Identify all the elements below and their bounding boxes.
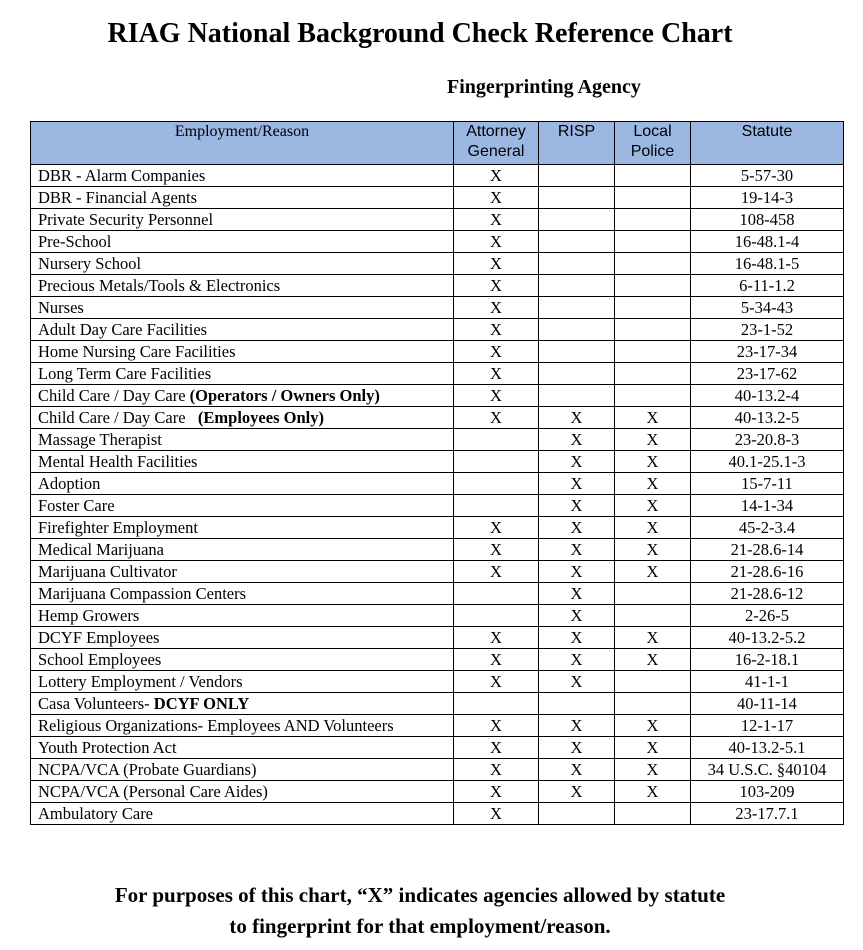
cell-local-police [615,671,691,693]
page-subtitle: Fingerprinting Agency [447,76,641,98]
cell-attorney-general: X [454,737,539,759]
cell-reason: DBR - Financial Agents [31,187,454,209]
cell-risp: X [539,407,615,429]
cell-local-police [615,319,691,341]
page-title: RIAG National Background Check Reference Chart [107,18,733,49]
table-row [31,495,844,517]
cell-statute: 108-458 [691,209,844,231]
cell-risp [539,231,615,253]
cell-risp: X [539,473,615,495]
cell-risp: X [539,517,615,539]
cell-attorney-general: X [454,561,539,583]
cell-reason: Child Care / Day Care (Employees Only) [31,407,454,429]
cell-risp [539,187,615,209]
cell-local-police: X [615,539,691,561]
cell-statute: 6-11-1.2 [691,275,844,297]
cell-risp [539,209,615,231]
table-row [31,737,844,759]
cell-local-police [615,803,691,825]
cell-reason: DBR - Alarm Companies [31,165,454,187]
cell-attorney-general: X [454,231,539,253]
cell-risp: X [539,451,615,473]
cell-statute: 103-209 [691,781,844,803]
table-row [31,363,844,385]
table-row [31,781,844,803]
cell-risp: X [539,671,615,693]
cell-reason: Child Care / Day Care (Operators / Owners Only) [31,385,454,407]
cell-local-police [615,275,691,297]
table-row [31,605,844,627]
cell-reason: DCYF Employees [31,627,454,649]
cell-reason: Foster Care [31,495,454,517]
cell-reason: Mental Health Facilities [31,451,454,473]
cell-reason: Long Term Care Facilities [31,363,454,385]
cell-local-police [615,385,691,407]
cell-statute: 23-17-34 [691,341,844,363]
cell-statute: 34 U.S.C. §40104 [691,759,844,781]
cell-risp: X [539,715,615,737]
table-row [31,429,844,451]
cell-risp [539,385,615,407]
cell-statute: 41-1-1 [691,671,844,693]
cell-local-police [615,253,691,275]
table-row [31,275,844,297]
cell-risp: X [539,781,615,803]
cell-attorney-general [454,605,539,627]
column-header-attorney-general: Attorney General [454,122,539,165]
cell-reason: NCPA/VCA (Personal Care Aides) [31,781,454,803]
cell-local-police [615,297,691,319]
cell-local-police [615,209,691,231]
cell-statute: 16-48.1-5 [691,253,844,275]
cell-local-police [615,165,691,187]
cell-risp: X [539,627,615,649]
table-row [31,583,844,605]
cell-attorney-general: X [454,627,539,649]
cell-attorney-general: X [454,165,539,187]
cell-local-police: X [615,407,691,429]
cell-attorney-general: X [454,187,539,209]
cell-local-police: X [615,451,691,473]
table-row [31,539,844,561]
cell-statute: 40-11-14 [691,693,844,715]
cell-attorney-general: X [454,781,539,803]
table-row [31,297,844,319]
table-row [31,253,844,275]
table-row [31,517,844,539]
cell-statute: 14-1-34 [691,495,844,517]
cell-reason: Lottery Employment / Vendors [31,671,454,693]
cell-risp: X [539,539,615,561]
cell-statute: 45-2-3.4 [691,517,844,539]
cell-statute: 23-17-62 [691,363,844,385]
cell-reason: Youth Protection Act [31,737,454,759]
cell-statute: 40-13.2-5 [691,407,844,429]
cell-statute: 15-7-11 [691,473,844,495]
table-row [31,473,844,495]
cell-statute: 23-17.7.1 [691,803,844,825]
cell-statute: 21-28.6-12 [691,583,844,605]
footer-note [0,880,840,942]
cell-attorney-general: X [454,649,539,671]
cell-risp [539,341,615,363]
cell-local-police [615,605,691,627]
cell-local-police: X [615,495,691,517]
cell-attorney-general [454,583,539,605]
cell-attorney-general: X [454,209,539,231]
table-row [31,627,844,649]
cell-attorney-general: X [454,407,539,429]
table-row [31,319,844,341]
cell-reason: Firefighter Employment [31,517,454,539]
footer-line-1: For purposes of this chart, “X” indicates agencies allowed by statute [114,883,726,907]
cell-risp: X [539,429,615,451]
cell-attorney-general: X [454,539,539,561]
cell-risp [539,297,615,319]
cell-risp [539,363,615,385]
cell-statute: 5-57-30 [691,165,844,187]
cell-local-police [615,693,691,715]
cell-attorney-general: X [454,363,539,385]
cell-risp [539,165,615,187]
cell-statute: 16-48.1-4 [691,231,844,253]
cell-reason: Casa Volunteers- DCYF ONLY [31,693,454,715]
cell-reason: Pre-School [31,231,454,253]
cell-reason: Private Security Personnel [31,209,454,231]
cell-statute: 5-34-43 [691,297,844,319]
table-header-row [31,122,844,165]
table-row [31,561,844,583]
cell-statute: 40-13.2-4 [691,385,844,407]
cell-reason: Massage Therapist [31,429,454,451]
cell-attorney-general: X [454,275,539,297]
cell-local-police: X [615,561,691,583]
cell-attorney-general: X [454,319,539,341]
cell-statute: 23-1-52 [691,319,844,341]
cell-reason: Nurses [31,297,454,319]
cell-risp: X [539,561,615,583]
cell-reason: NCPA/VCA (Probate Guardians) [31,759,454,781]
cell-reason: Religious Organizations- Employees AND Volunteers [31,715,454,737]
cell-statute: 21-28.6-14 [691,539,844,561]
cell-attorney-general: X [454,341,539,363]
cell-statute: 16-2-18.1 [691,649,844,671]
cell-statute: 23-20.8-3 [691,429,844,451]
cell-reason: Adoption [31,473,454,495]
cell-attorney-general: X [454,253,539,275]
table-row [31,451,844,473]
cell-reason: Hemp Growers [31,605,454,627]
table-row [31,209,844,231]
cell-risp [539,253,615,275]
table-row [31,231,844,253]
cell-local-police [615,363,691,385]
cell-reason: Ambulatory Care [31,803,454,825]
cell-local-police [615,187,691,209]
cell-local-police: X [615,715,691,737]
cell-local-police: X [615,473,691,495]
table-row [31,715,844,737]
cell-attorney-general: X [454,803,539,825]
cell-local-police: X [615,781,691,803]
cell-attorney-general [454,693,539,715]
cell-local-police: X [615,649,691,671]
cell-risp [539,803,615,825]
table-row [31,759,844,781]
cell-local-police: X [615,737,691,759]
table-row [31,649,844,671]
cell-risp: X [539,495,615,517]
cell-reason: Home Nursing Care Facilities [31,341,454,363]
cell-risp: X [539,649,615,671]
table-row [31,693,844,715]
cell-statute: 40-13.2-5.2 [691,627,844,649]
table-row [31,341,844,363]
cell-attorney-general: X [454,517,539,539]
cell-attorney-general: X [454,759,539,781]
cell-local-police [615,231,691,253]
cell-local-police: X [615,429,691,451]
cell-attorney-general: X [454,671,539,693]
cell-risp: X [539,605,615,627]
table-row [31,803,844,825]
cell-local-police: X [615,517,691,539]
cell-reason: School Employees [31,649,454,671]
cell-reason: Adult Day Care Facilities [31,319,454,341]
table-row [31,407,844,429]
cell-reason: Nursery School [31,253,454,275]
cell-statute: 21-28.6-16 [691,561,844,583]
cell-reason: Precious Metals/Tools & Electronics [31,275,454,297]
cell-risp: X [539,759,615,781]
table-row [31,187,844,209]
column-header-risp: RISP [539,122,615,165]
cell-attorney-general [454,429,539,451]
cell-local-police [615,341,691,363]
column-header-statute: Statute [691,122,844,165]
cell-statute: 2-26-5 [691,605,844,627]
cell-attorney-general: X [454,715,539,737]
footer-line-2: to fingerprint for that employment/reason. [229,914,611,938]
cell-risp: X [539,737,615,759]
table-row [31,671,844,693]
cell-attorney-general [454,451,539,473]
cell-statute: 40-13.2-5.1 [691,737,844,759]
cell-local-police: X [615,759,691,781]
cell-risp: X [539,583,615,605]
cell-attorney-general: X [454,297,539,319]
cell-reason: Medical Marijuana [31,539,454,561]
cell-risp [539,319,615,341]
cell-reason: Marijuana Cultivator [31,561,454,583]
cell-statute: 19-14-3 [691,187,844,209]
table-row [31,165,844,187]
column-header-reason: Employment/Reason [31,122,454,165]
cell-statute: 40.1-25.1-3 [691,451,844,473]
cell-local-police [615,583,691,605]
cell-attorney-general [454,495,539,517]
table-row [31,385,844,407]
cell-risp [539,275,615,297]
cell-attorney-general [454,473,539,495]
cell-reason: Marijuana Compassion Centers [31,583,454,605]
cell-local-police: X [615,627,691,649]
cell-risp [539,693,615,715]
column-header-local-police: Local Police [615,122,691,165]
reference-table [30,121,844,825]
cell-statute: 12-1-17 [691,715,844,737]
cell-attorney-general: X [454,385,539,407]
